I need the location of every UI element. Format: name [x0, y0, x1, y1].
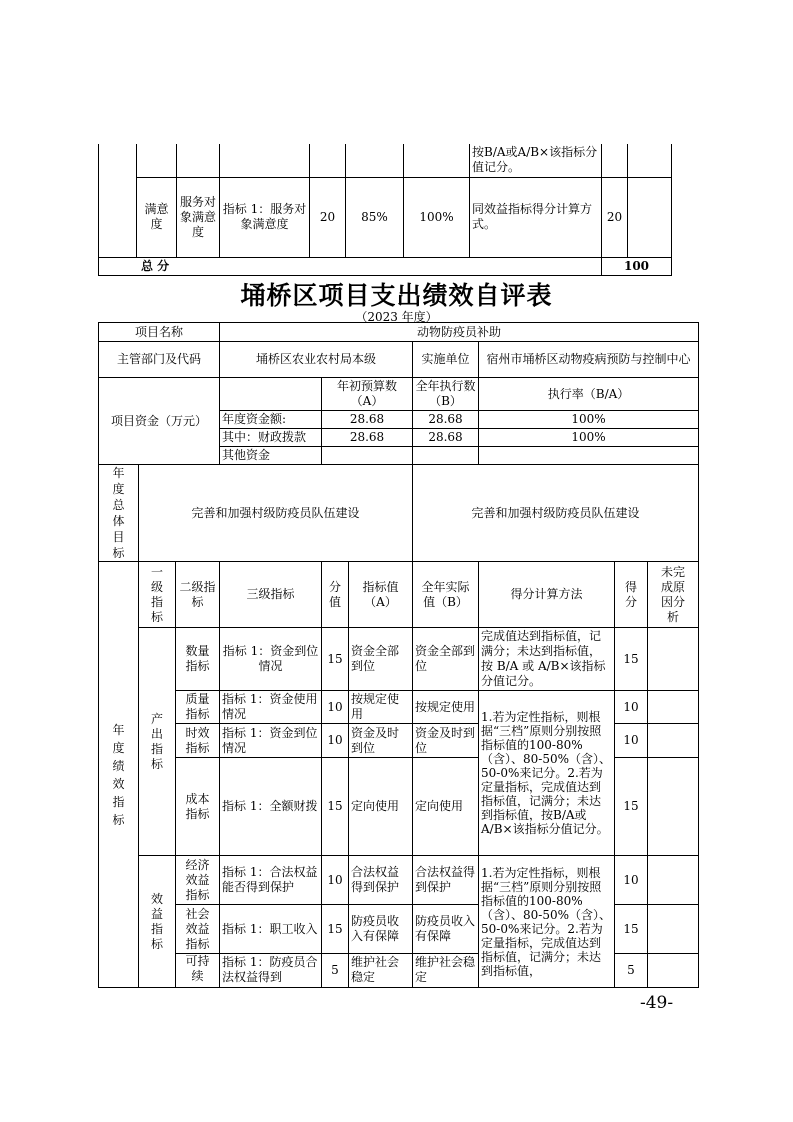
- reason-cell: [628, 177, 672, 257]
- actual-cell: 资金全部到位: [413, 628, 479, 691]
- method-cell: 1.若为定性指标，则根据“三档”原则分别按照指标值的100-80%（含）、80-50%（含）、50-0%来记分。2.若为定量指标，完成值达到指标值，记满分；未达到指标值，: [479, 856, 615, 988]
- actual-cell: 维护社会稳定: [413, 954, 479, 988]
- got-cell: 10: [615, 691, 648, 724]
- blank-cell: [220, 378, 322, 411]
- budget-header: 年初预算数（A）: [322, 378, 413, 411]
- l3-cell: 指标 1：职工收入: [220, 905, 322, 954]
- score-cell: 10: [322, 856, 349, 905]
- target-cell: 资金全部到位: [349, 628, 413, 691]
- level2-cell: 满意度: [137, 177, 177, 257]
- l3-cell: 指标 1：资金使用情况: [220, 691, 322, 724]
- score-cell: 15: [322, 758, 349, 856]
- target-cell: 85%: [346, 177, 404, 257]
- unit-value: 宿州市埇桥区动物疫病预防与控制中心: [479, 342, 699, 378]
- total-label: 总 分: [99, 257, 602, 275]
- executed-header: 全年执行数（B）: [413, 378, 479, 411]
- target-cell: 维护社会稳定: [349, 954, 413, 988]
- target-cell: 合法权益得到保护: [349, 856, 413, 905]
- funds-row-b: [413, 447, 479, 465]
- actual-cell: 100%: [404, 177, 470, 257]
- header-score: 分值: [322, 562, 349, 628]
- header-l1: 一级指标: [139, 562, 176, 628]
- l2-cell: 时效指标: [176, 724, 220, 758]
- reason-cell: [648, 758, 699, 856]
- actual-cell: 资金及时到位: [413, 724, 479, 758]
- output-indicator-label: 产出指标: [139, 628, 176, 856]
- target-cell: 防疫员收入有保障: [349, 905, 413, 954]
- target-cell: 定向使用: [349, 758, 413, 856]
- funds-row-rate: 100%: [479, 411, 699, 429]
- l2-cell: 数量指标: [176, 628, 220, 691]
- reason-cell: [648, 691, 699, 724]
- actual-cell: 定向使用: [413, 758, 479, 856]
- score-cell: 5: [322, 954, 349, 988]
- l2-cell: 可持续: [176, 954, 220, 988]
- funds-row-name: 年度资金额:: [220, 411, 322, 429]
- blank-cell: [602, 144, 628, 177]
- funds-row-rate: 100%: [479, 429, 699, 447]
- l2-cell: 成本指标: [176, 758, 220, 856]
- method-cell: 按B/A或A/B×该指标分值记分。: [470, 144, 602, 177]
- blank-cell: [99, 144, 137, 257]
- blank-cell: [310, 144, 346, 177]
- dept-value: 埇桥区农业农村局本级: [220, 342, 413, 378]
- score-cell: 15: [322, 628, 349, 691]
- blank-cell: [220, 144, 310, 177]
- funds-label: 项目资金（万元）: [99, 378, 220, 465]
- header-method: 得分计算方法: [479, 562, 615, 628]
- got-cell: 5: [615, 954, 648, 988]
- project-name: 动物防疫员补助: [220, 323, 699, 342]
- blank-cell: [404, 144, 470, 177]
- l3-cell: 指标 1：全额财拨: [220, 758, 322, 856]
- method-cell: 1.若为定性指标，则根据“三档”原则分别按照指标值的100-80%（含）、80-50%（含）、50-0%来记分。2.若为定量指标，完成值达到指标值，记满分；未达到指标值，按B/A或A/B×该指标分值记分。: [479, 691, 615, 856]
- l3-cell: 指标 1：防疫员合法权益得到: [220, 954, 322, 988]
- got-cell: 10: [615, 856, 648, 905]
- reason-cell: [648, 905, 699, 954]
- funds-row-name: 其中：财政拨款: [220, 429, 322, 447]
- unit-label: 实施单位: [413, 342, 479, 378]
- l3-cell: 指标 1：合法权益能否得到保护: [220, 856, 322, 905]
- l2-cell: 社会效益指标: [176, 905, 220, 954]
- reason-cell: [648, 954, 699, 988]
- dept-label: 主管部门及代码: [99, 342, 220, 378]
- l3-cell: 指标 1：资金到位情况: [220, 628, 322, 691]
- target-cell: 资金及时到位: [349, 724, 413, 758]
- evaluation-table: [98, 322, 699, 988]
- indicators-section-label: 年度绩效指标: [99, 562, 139, 988]
- got-cell: 10: [615, 724, 648, 758]
- funds-row-b: 28.68: [413, 429, 479, 447]
- goal-label: 年度总体目标: [99, 465, 139, 562]
- indicator-cell: 指标 1：服务对象满意度: [220, 177, 310, 257]
- blank-cell: [137, 144, 177, 177]
- funds-row-name: 其他资金: [220, 447, 322, 465]
- header-target: 指标值（A）: [349, 562, 413, 628]
- blank-cell: [628, 144, 672, 177]
- total-value: 100: [602, 257, 672, 275]
- score-cell: 10: [322, 691, 349, 724]
- header-actual: 全年实际值（B）: [413, 562, 479, 628]
- project-name-label: 项目名称: [99, 323, 220, 342]
- actual-cell: 防疫员收入有保障: [413, 905, 479, 954]
- top-continuation-table: [98, 144, 672, 276]
- got-cell: 20: [602, 177, 628, 257]
- score-cell: 10: [322, 724, 349, 758]
- year-label: （2023 年度）: [355, 310, 438, 324]
- reason-cell: [648, 724, 699, 758]
- reason-cell: [648, 628, 699, 691]
- goal-planned: 完善和加强村级防疫员队伍建设: [139, 465, 413, 562]
- funds-row-b: 28.68: [413, 411, 479, 429]
- l3-cell: 指标 1：资金到位情况: [220, 724, 322, 758]
- blank-cell: [177, 144, 220, 177]
- target-cell: 按规定使用: [349, 691, 413, 724]
- method-cell: 完成值达到指标值，记满分；未达到指标值，按 B/A 或 A/B×该指标分值记分。: [479, 628, 615, 691]
- score-cell: 20: [310, 177, 346, 257]
- actual-cell: 按规定使用: [413, 691, 479, 724]
- score-cell: 15: [322, 905, 349, 954]
- page-title: 埇桥区项目支出绩效自评表: [240, 281, 553, 310]
- goal-actual: 完善和加强村级防疫员队伍建设: [413, 465, 699, 562]
- actual-cell: 合法权益得到保护: [413, 856, 479, 905]
- got-cell: 15: [615, 905, 648, 954]
- got-cell: 15: [615, 758, 648, 856]
- funds-row-a: [322, 447, 413, 465]
- blank-cell: [346, 144, 404, 177]
- l2-cell: 质量指标: [176, 691, 220, 724]
- header-reason: 未完成原因分析: [648, 562, 699, 628]
- funds-row-a: 28.68: [322, 429, 413, 447]
- level3-cell: 服务对象满意度: [177, 177, 220, 257]
- l2-cell: 经济效益指标: [176, 856, 220, 905]
- page-number: -49-: [640, 993, 674, 1013]
- got-cell: 15: [615, 628, 648, 691]
- rate-header: 执行率（B/A）: [479, 378, 699, 411]
- method-cell: 同效益指标得分计算方式。: [470, 177, 602, 257]
- funds-row-a: 28.68: [322, 411, 413, 429]
- header-l3: 三级指标: [220, 562, 322, 628]
- benefit-indicator-label: 效益指标: [139, 856, 176, 988]
- header-l2: 二级指标: [176, 562, 220, 628]
- funds-row-rate: [479, 447, 699, 465]
- header-got: 得分: [615, 562, 648, 628]
- reason-cell: [648, 856, 699, 905]
